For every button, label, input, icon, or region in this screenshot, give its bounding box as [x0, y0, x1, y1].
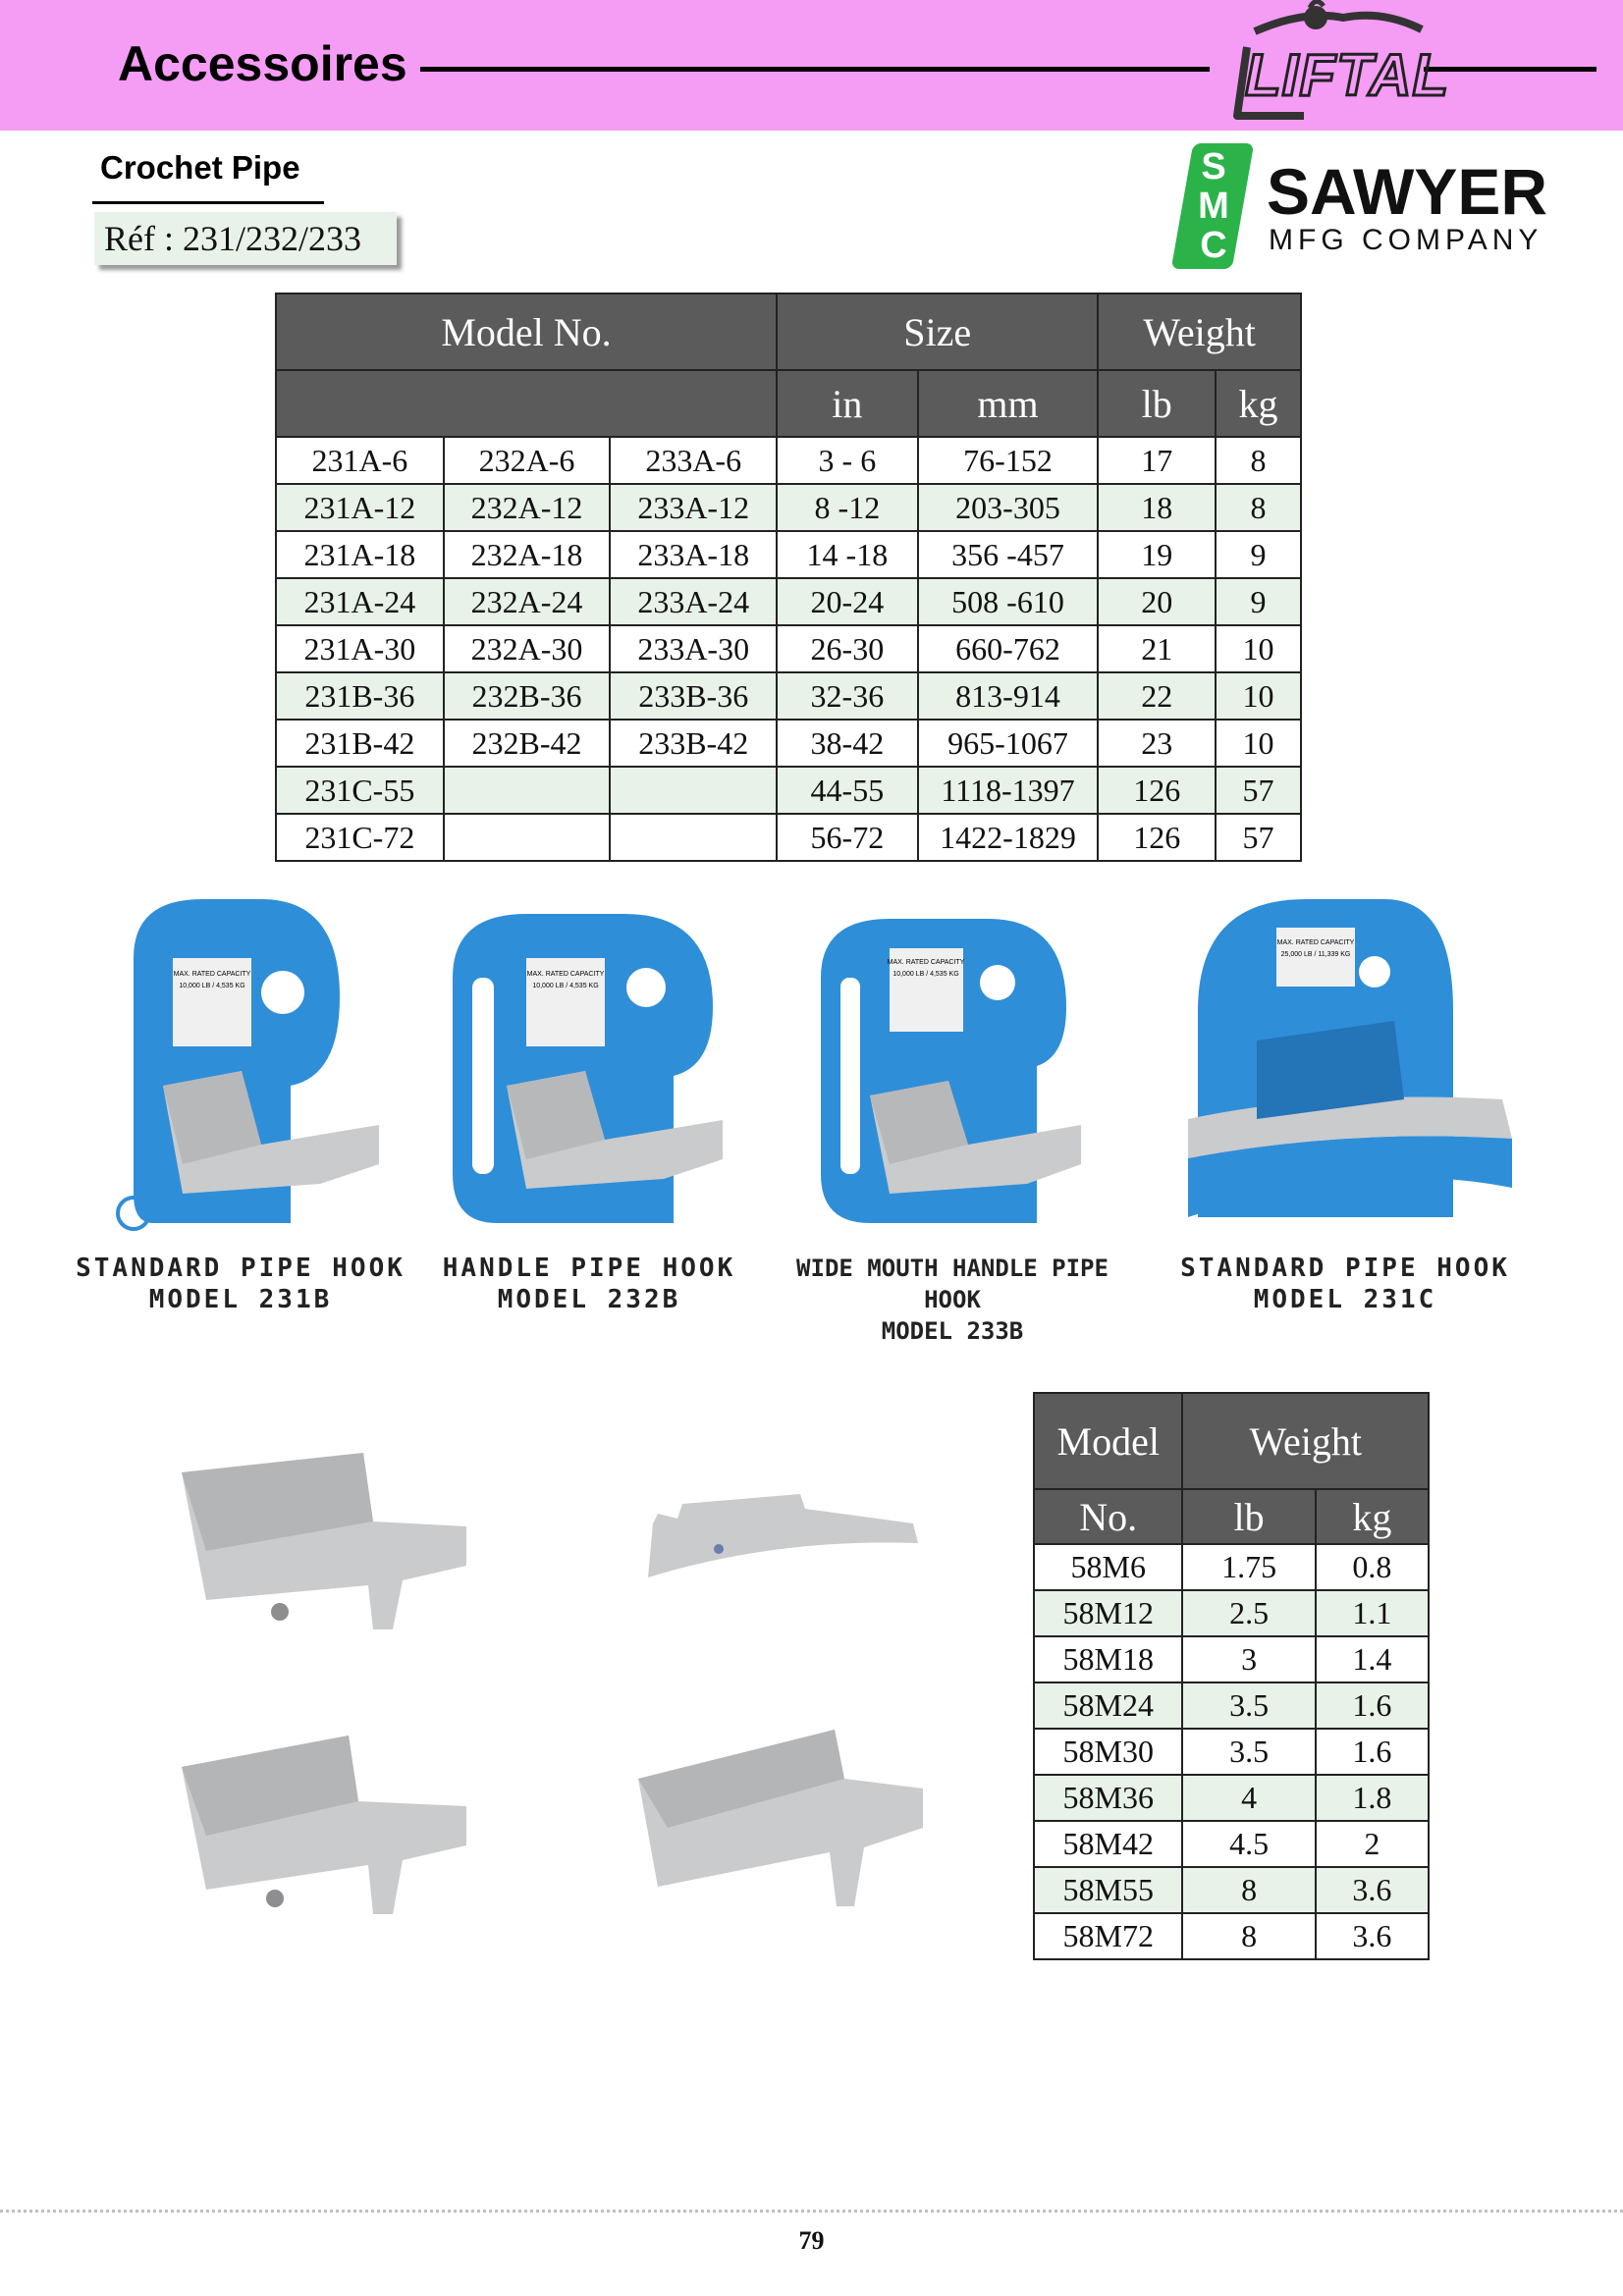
cell: 58M12 [1034, 1590, 1182, 1636]
cell [444, 814, 611, 861]
cell: 58M18 [1034, 1636, 1182, 1682]
cell: 233A-6 [610, 437, 777, 484]
cell: 8 [1182, 1867, 1315, 1913]
cell: 58M24 [1034, 1682, 1182, 1729]
cell: 231A-24 [276, 578, 444, 625]
cell: 8 [1216, 437, 1301, 484]
cell: 3.5 [1182, 1682, 1315, 1729]
pipe-hook-231c-image [1168, 893, 1522, 1247]
cell: 232B-36 [444, 672, 611, 720]
cell: 233B-42 [610, 720, 777, 767]
cell: 231B-36 [276, 672, 444, 720]
cell: 10 [1216, 672, 1301, 720]
cell: 58M30 [1034, 1729, 1182, 1775]
cell: 1.75 [1182, 1544, 1315, 1590]
page-title: Accessoires [118, 36, 407, 91]
svg-text:MAX. RATED CAPACITY: MAX. RATED CAPACITY [526, 971, 605, 978]
table-row [276, 767, 1301, 814]
cell [610, 814, 777, 861]
cell: 2 [1316, 1821, 1429, 1867]
table-row [1034, 1544, 1429, 1590]
header-mm: mm [918, 370, 1099, 437]
footer-divider [0, 2210, 1623, 2213]
svg-text:25,000 LB / 11,339 KG: 25,000 LB / 11,339 KG [1280, 951, 1351, 958]
table-row [1034, 1821, 1429, 1867]
cell: 233A-18 [610, 531, 777, 578]
cell: 56-72 [777, 814, 918, 861]
cell: 660-762 [918, 625, 1099, 672]
cell: 233A-24 [610, 578, 777, 625]
cell: 1.6 [1316, 1729, 1429, 1775]
sawyer-logo-name: SAWYER [1267, 155, 1548, 228]
subtitle-underline [92, 201, 324, 204]
header-kg: kg [1216, 370, 1301, 437]
reference-badge: Réf : 231/232/233 [94, 212, 397, 265]
product-caption-231c: STANDARD PIPE HOOK MODEL 231C [1180, 1254, 1510, 1314]
svg-text:10,000 LB / 4,535 KG: 10,000 LB / 4,535 KG [179, 983, 245, 989]
table-row [1034, 1729, 1429, 1775]
cell [444, 767, 611, 814]
smc-logo-letters: S M C [1198, 146, 1229, 266]
cell: 4 [1182, 1775, 1315, 1821]
cell: 232A-24 [444, 578, 611, 625]
pipe-hook-233b-image [811, 899, 1106, 1243]
cell: 3.5 [1182, 1729, 1315, 1775]
cell: 57 [1216, 767, 1301, 814]
svg-text:MAX. RATED CAPACITY: MAX. RATED CAPACITY [1276, 939, 1355, 946]
saddle-pad-image-4 [628, 1720, 933, 1916]
table-row [1034, 1590, 1429, 1636]
cell: 3.6 [1316, 1867, 1429, 1913]
cell: 126 [1098, 767, 1216, 814]
cell: 965-1067 [918, 720, 1099, 767]
cell: 1.4 [1316, 1636, 1429, 1682]
cell: 1.1 [1316, 1590, 1429, 1636]
cell: 19 [1098, 531, 1216, 578]
cell: 233A-30 [610, 625, 777, 672]
cell [610, 767, 777, 814]
product-caption-231b: STANDARD PIPE HOOK MODEL 231B [76, 1254, 406, 1314]
svg-text:10,000 LB / 4,535 KG: 10,000 LB / 4,535 KG [532, 983, 599, 989]
cell: 203-305 [918, 484, 1099, 531]
cell: 3 - 6 [777, 437, 918, 484]
pipe-hook-231b-image [94, 899, 389, 1243]
cell: 232A-12 [444, 484, 611, 531]
cell: 58M55 [1034, 1867, 1182, 1913]
cell: 813-914 [918, 672, 1099, 720]
product-caption-232b: HANDLE PIPE HOOK MODEL 232B [442, 1254, 736, 1314]
header-weight: Weight [1098, 294, 1301, 370]
cell: 57 [1216, 814, 1301, 861]
cell: 17 [1098, 437, 1216, 484]
table-row [276, 578, 1301, 625]
cell: 233B-36 [610, 672, 777, 720]
header-kg: kg [1316, 1489, 1429, 1544]
cell: 32-36 [777, 672, 918, 720]
cell: 14 -18 [777, 531, 918, 578]
cell: 26-30 [777, 625, 918, 672]
cell: 231C-72 [276, 814, 444, 861]
cell: 58M36 [1034, 1775, 1182, 1821]
table-row [276, 437, 1301, 484]
table-row [1034, 1867, 1429, 1913]
pipe-hook-spec-table [275, 293, 1302, 862]
cell: 10 [1216, 625, 1301, 672]
liftal-logo-text: LIFTAL [1245, 42, 1450, 108]
cell: 3 [1182, 1636, 1315, 1682]
page-number: 79 [798, 2226, 825, 2255]
saddle-pad-image-2 [628, 1484, 923, 1602]
cell: 508 -610 [918, 578, 1099, 625]
cell: 1422-1829 [918, 814, 1099, 861]
cell: 8 [1216, 484, 1301, 531]
header-lb: lb [1182, 1489, 1315, 1544]
cell: 232A-6 [444, 437, 611, 484]
cell: 9 [1216, 578, 1301, 625]
cell: 2.5 [1182, 1590, 1315, 1636]
header-rule-right [1424, 67, 1596, 72]
cell: 233A-12 [610, 484, 777, 531]
cell: 22 [1098, 672, 1216, 720]
cell: 232A-30 [444, 625, 611, 672]
section-subtitle: Crochet Pipe [100, 149, 300, 186]
cell: 3.6 [1316, 1913, 1429, 1959]
saddle-pad-weight-table [1033, 1392, 1430, 1960]
cell: 20 [1098, 578, 1216, 625]
header-rule-left [420, 67, 1210, 72]
table-row [276, 625, 1301, 672]
table-row [276, 484, 1301, 531]
saddle-pad-image-1 [167, 1443, 481, 1639]
table-row [1034, 1636, 1429, 1682]
cell: 8 -12 [777, 484, 918, 531]
cell: 126 [1098, 814, 1216, 861]
cell: 18 [1098, 484, 1216, 531]
header-size: Size [777, 294, 1098, 370]
cell: 76-152 [918, 437, 1099, 484]
header-in: in [777, 370, 918, 437]
cell: 58M6 [1034, 1544, 1182, 1590]
header-weight: Weight [1182, 1393, 1429, 1489]
cell: 38-42 [777, 720, 918, 767]
cell: 231A-18 [276, 531, 444, 578]
product-caption-233b: WIDE MOUTH HANDLE PIPE HOOK MODEL 233B [796, 1255, 1109, 1345]
svg-text:MAX. RATED CAPACITY: MAX. RATED CAPACITY [887, 959, 965, 966]
header-model: Model [1034, 1393, 1182, 1489]
cell: 231A-30 [276, 625, 444, 672]
table-row [1034, 1913, 1429, 1959]
table-row [276, 720, 1301, 767]
pipe-hook-232b-image [438, 899, 732, 1243]
sawyer-logo-subname: MFG COMPANY [1269, 224, 1543, 256]
cell: 231A-6 [276, 437, 444, 484]
cell: 10 [1216, 720, 1301, 767]
table-row [1034, 1682, 1429, 1729]
cell: 232B-42 [444, 720, 611, 767]
table-row [1034, 1775, 1429, 1821]
cell: 231C-55 [276, 767, 444, 814]
cell: 20-24 [777, 578, 918, 625]
cell: 44-55 [777, 767, 918, 814]
cell: 4.5 [1182, 1821, 1315, 1867]
cell: 1.8 [1316, 1775, 1429, 1821]
svg-text:MAX. RATED CAPACITY: MAX. RATED CAPACITY [173, 971, 251, 978]
table-row [276, 814, 1301, 861]
header-model-no: Model No. [276, 294, 777, 370]
table-row [276, 672, 1301, 720]
cell: 9 [1216, 531, 1301, 578]
cell: 231B-42 [276, 720, 444, 767]
cell: 8 [1182, 1913, 1315, 1959]
header-model-blank [276, 370, 777, 437]
header-lb: lb [1098, 370, 1216, 437]
saddle-pad-image-3 [167, 1728, 481, 1924]
svg-text:10,000 LB / 4,535 KG: 10,000 LB / 4,535 KG [893, 971, 959, 978]
cell: 58M42 [1034, 1821, 1182, 1867]
cell: 356 -457 [918, 531, 1099, 578]
header-no: No. [1034, 1489, 1182, 1544]
cell: 23 [1098, 720, 1216, 767]
cell: 232A-18 [444, 531, 611, 578]
cell: 0.8 [1316, 1544, 1429, 1590]
table-row [276, 531, 1301, 578]
cell: 231A-12 [276, 484, 444, 531]
cell: 1.6 [1316, 1682, 1429, 1729]
cell: 1118-1397 [918, 767, 1099, 814]
cell: 21 [1098, 625, 1216, 672]
cell: 58M72 [1034, 1913, 1182, 1959]
